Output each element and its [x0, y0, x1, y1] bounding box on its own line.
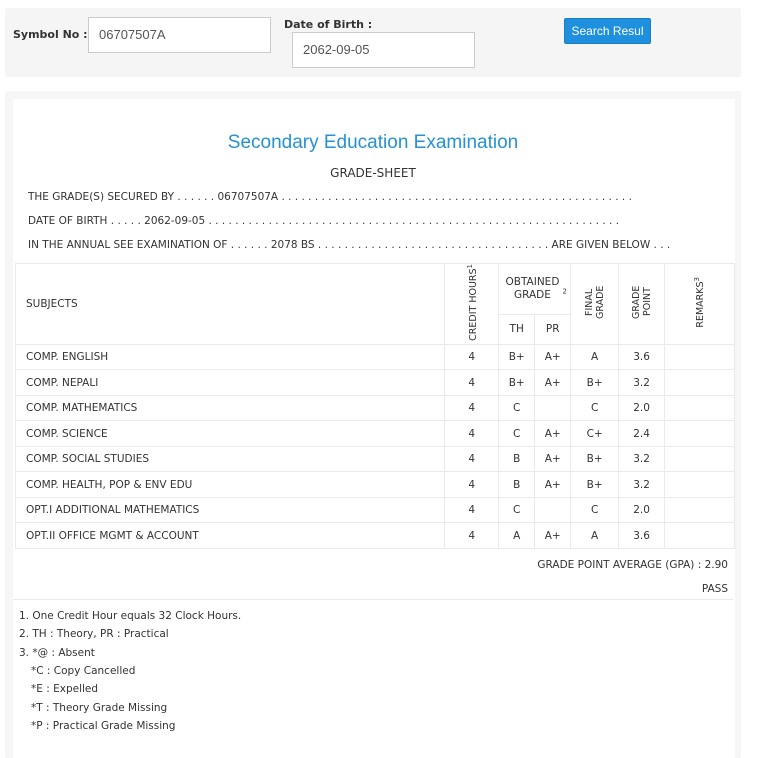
practical-grade-cell: A+	[535, 421, 571, 447]
header-credit-hours	[445, 264, 499, 345]
theory-grade-cell: B	[499, 446, 535, 472]
grade-point-cell: 3.2	[619, 370, 665, 396]
subject-cell: OPT.II OFFICE MGMT & ACCOUNT	[16, 523, 445, 549]
grade-table	[15, 263, 735, 549]
remarks-cell	[665, 446, 735, 472]
header-final-grade	[571, 264, 619, 345]
dob-input[interactable]: 2062-09-05	[292, 32, 475, 68]
table-row	[16, 395, 735, 421]
gpa-text: GRADE POINT AVERAGE (GPA) : 2.90	[537, 559, 728, 571]
credit-hours-cell: 4	[445, 446, 499, 472]
credit-hours-cell: 4	[445, 344, 499, 370]
final-grade-cell: B+	[571, 370, 619, 396]
result-panel	[5, 91, 741, 758]
table-row	[16, 370, 735, 396]
footnote-theory-missing: *T : Theory Grade Missing	[31, 702, 168, 714]
grade-point-cell: 2.0	[619, 497, 665, 523]
remarks-cell	[665, 344, 735, 370]
remarks-cell	[665, 370, 735, 396]
remarks-cell	[665, 395, 735, 421]
practical-grade-cell: A+	[535, 344, 571, 370]
dob-line: DATE OF BIRTH . . . . . 2062-09-05 . . . . . . . . . . . . . . . . . . . . . . . . . . . . . . . . . . . . . . . . . . . . . . . . . . . . . . . . . . . . . .	[28, 215, 620, 227]
final-grade-cell: B+	[571, 472, 619, 498]
final-grade-cell: C+	[571, 421, 619, 447]
practical-grade-cell: A+	[535, 446, 571, 472]
header-grade-point	[619, 264, 665, 345]
grade-sheet-title: GRADE-SHEET	[330, 166, 416, 180]
dob-label: Date of Birth :	[284, 18, 373, 31]
final-grade-cell: C	[571, 497, 619, 523]
header-obtained-sup: 2	[562, 287, 567, 296]
remarks-cell	[665, 523, 735, 549]
remarks-cell	[665, 497, 735, 523]
subject-cell: COMP. NEPALI	[16, 370, 445, 396]
header-remarks-label: REMARKS	[695, 281, 707, 328]
header-obtained-grade	[499, 264, 571, 315]
practical-grade-cell	[535, 395, 571, 421]
grade-point-cell: 3.2	[619, 472, 665, 498]
header-subjects	[16, 264, 445, 345]
credit-hours-cell: 4	[445, 472, 499, 498]
header-remarks	[665, 264, 735, 345]
footnote-th-pr: 2. TH : Theory, PR : Practical	[19, 628, 169, 640]
subject-cell: COMP. ENGLISH	[16, 344, 445, 370]
footnote-copy-cancelled: *C : Copy Cancelled	[31, 665, 136, 677]
result-status: PASS	[701, 583, 728, 595]
practical-grade-cell: A+	[535, 472, 571, 498]
header-subjects-label: SUBJECTS	[26, 297, 78, 310]
header-obtained-label: OBTAINED GRADE	[505, 275, 560, 301]
remarks-cell	[665, 472, 735, 498]
remarks-cell	[665, 421, 735, 447]
symbol-label: Symbol No :	[13, 28, 88, 41]
header-credit-hours-text	[465, 264, 479, 341]
footnote-expelled: *E : Expelled	[31, 683, 99, 695]
grade-point-cell: 3.6	[619, 523, 665, 549]
header-remarks-text	[692, 277, 706, 328]
credit-hours-cell: 4	[445, 497, 499, 523]
symbol-input[interactable]: 06707507A	[88, 17, 271, 53]
table-row	[16, 446, 735, 472]
grade-point-cell: 2.0	[619, 395, 665, 421]
exam-title: Secondary Education Examination	[227, 132, 519, 153]
final-grade-cell: A	[571, 344, 619, 370]
grade-point-cell: 3.6	[619, 344, 665, 370]
credit-hours-cell: 4	[445, 421, 499, 447]
header-final-grade-label: FINAL GRADE	[583, 285, 606, 320]
grade-rows	[16, 344, 735, 548]
footnotes	[13, 599, 733, 750]
header-grade-point-label: GRADE POINT	[630, 285, 653, 320]
header-credit-hours-label: CREDIT HOURS	[467, 268, 479, 341]
subject-cell: COMP. SCIENCE	[16, 421, 445, 447]
theory-grade-cell: C	[499, 497, 535, 523]
search-panel	[5, 8, 741, 77]
subject-cell: COMP. MATHEMATICS	[16, 395, 445, 421]
credit-hours-cell: 4	[445, 523, 499, 549]
grade-sheet	[13, 99, 735, 758]
table-row	[16, 523, 735, 549]
header-th: TH	[499, 314, 535, 344]
grade-point-cell: 3.2	[619, 446, 665, 472]
practical-grade-cell: A+	[535, 523, 571, 549]
subject-cell: COMP. SOCIAL STUDIES	[16, 446, 445, 472]
practical-grade-cell: A+	[535, 370, 571, 396]
final-grade-cell: A	[571, 523, 619, 549]
footnote-practical-missing: *P : Practical Grade Missing	[31, 720, 176, 732]
header-pr: PR	[535, 314, 571, 344]
table-row	[16, 497, 735, 523]
secured-by-line: THE GRADE(S) SECURED BY . . . . . . 06707507A . . . . . . . . . . . . . . . . . . . . . . . . . . . . . . . . . . . . . . . . . . . . . . . . . . . . .	[28, 191, 632, 203]
subject-cell: OPT.I ADDITIONAL MATHEMATICS	[16, 497, 445, 523]
practical-grade-cell	[535, 497, 571, 523]
search-result-button[interactable]: Search Resul	[564, 18, 651, 44]
theory-grade-cell: A	[499, 523, 535, 549]
footnote-absent: 3. *@ : Absent	[19, 647, 95, 659]
theory-grade-cell: C	[499, 395, 535, 421]
header-credit-sup: 1	[465, 264, 474, 269]
header-remarks-sup: 3	[693, 277, 702, 282]
final-grade-cell: B+	[571, 446, 619, 472]
theory-grade-cell: B+	[499, 370, 535, 396]
subject-cell: COMP. HEALTH, POP & ENV EDU	[16, 472, 445, 498]
grade-point-cell: 2.4	[619, 421, 665, 447]
credit-hours-cell: 4	[445, 370, 499, 396]
credit-hours-cell: 4	[445, 395, 499, 421]
footnote-credit-hour: 1. One Credit Hour equals 32 Clock Hours.	[19, 610, 242, 622]
theory-grade-cell: C	[499, 421, 535, 447]
table-row	[16, 421, 735, 447]
final-grade-cell: C	[571, 395, 619, 421]
theory-grade-cell: B+	[499, 344, 535, 370]
exam-line: IN THE ANNUAL SEE EXAMINATION OF . . . . . . 2078 BS . . . . . . . . . . . . . . . . . . . . . . . . . . . . . . . . . . . ARE GIVEN BELOW . . .	[28, 239, 671, 251]
theory-grade-cell: B	[499, 472, 535, 498]
table-row	[16, 344, 735, 370]
table-row	[16, 472, 735, 498]
